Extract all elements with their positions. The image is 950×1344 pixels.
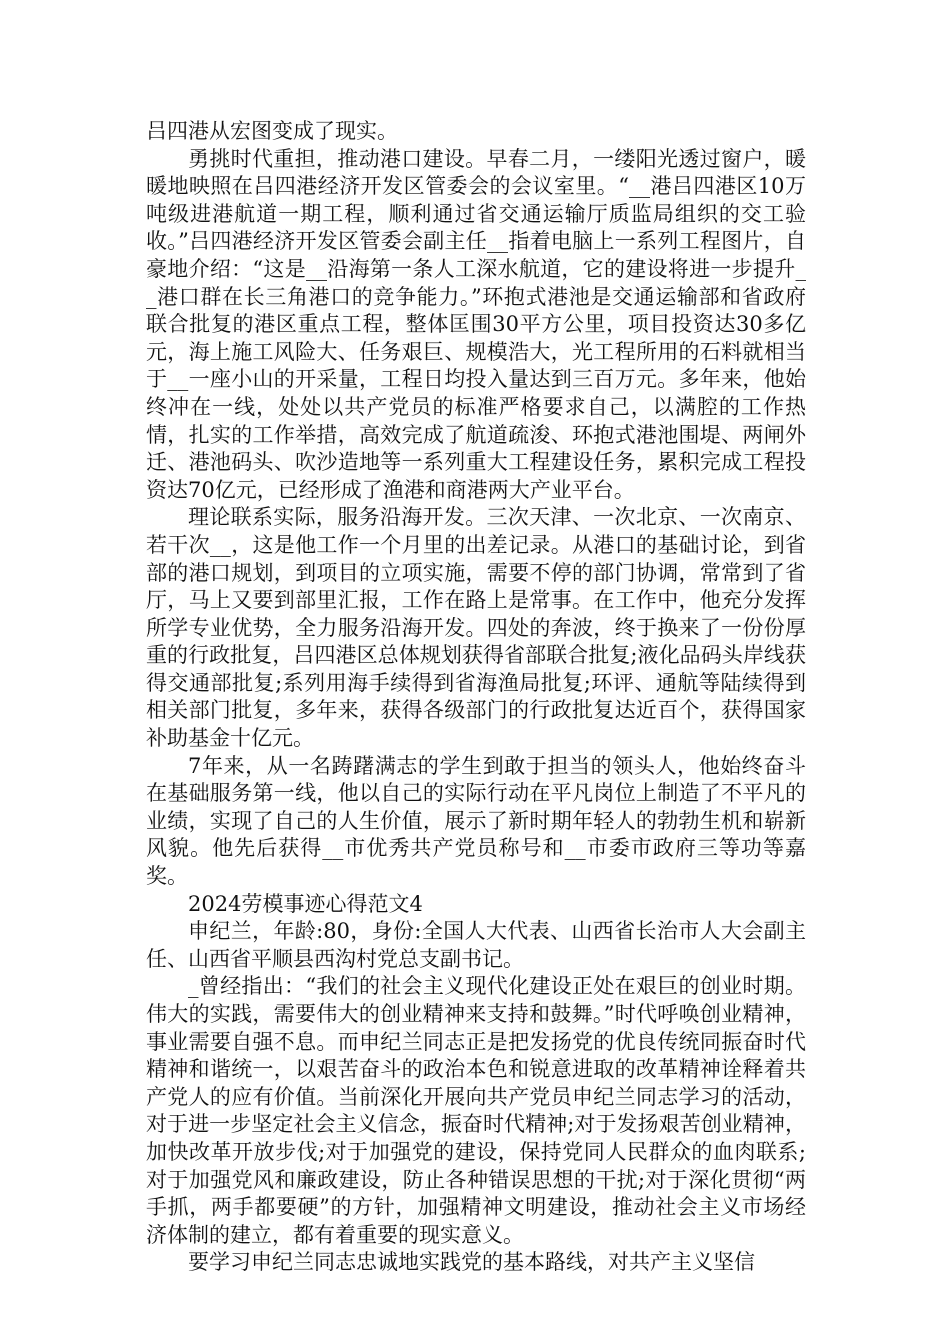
paragraph-seven-years: 7年来，从一名踌躇满志的学生到敢于担当的领头人，他始终奋斗在基础服务第一线，他以自己的实际行动在平凡岗位上制造了不平凡的业绩，实现了自己的人生价值，展示了新时期年轻人的勃勃生机和崭新风貌。他先后获得__市优秀共产党员称号和__市委市政府三等功等嘉奖。: [146, 753, 806, 889]
paragraph-profile: 申纪兰，年龄:80，身份:全国人大代表、山西省长治市人大会副主任、山西省平顺县西沟村党总支副书记。: [146, 919, 806, 971]
document-page: [146, 118, 806, 1277]
paragraph-continuation: 吕四港从宏图变成了现实。: [146, 119, 398, 143]
paragraph-learn: 要学习申纪兰同志忠诚地实践党的基本路线，对共产主义坚信: [188, 1250, 755, 1275]
paragraph-entrepreneurial-spirit: _曾经指出：“我们的社会主义现代化建设正处在艰巨的创业时期。伟大的实践，需要伟大的创业精神来支持和鼓舞。”时代呼唤创业精神，事业需要自强不息。而申纪兰同志正是把发扬党的优良传统同振奋时代精神和谐统一，以艰苦奋斗的政治本色和锐意进取的改革精神诠释着共产党人的应有价值。当前深化开展向共产党员申纪兰同志学习的活动，对于进一步坚定社会主义信念，振奋时代精神;对于发扬艰苦创业精神，加快改革开放步伐;对于加强党的建设，保持党同人民群众的血肉联系;对于加强党风和廉政建设，防止各种错误思想的干扰;对于深化贯彻“两手抓，两手都要硬”的方针，加强精神文明建设，推动社会主义市场经济体制的建立，都有着重要的现实意义。: [146, 974, 806, 1247]
paragraph-port-construction: 勇挑时代重担，推动港口建设。早春二月，一缕阳光透过窗户，暖暖地映照在吕四港经济开发区管委会的会议室里。“__港吕四港区10万吨级进港航道一期工程，顺利通过省交通运输厅质监局组织的交工验收。”吕四港经济开发区管委会副主任__指着电脑上一系列工程图片，自豪地介绍：“这是__沿海第一条人工深水航道，它的建设将进一步提升__港口群在长三角港口的竞争能力。”环抱式港池是交通运输部和省政府联合批复的港区重点工程，整体匡围30平方公里，项目投资达30多亿元，海上施工风险大、任务艰巨、规模浩大，光工程所用的石料就相当于__一座小山的开采量，工程日均投入量达到三百万元。多年来，他始终冲在一线，处处以共产党员的标准严格要求自己，以满腔的工作热情，扎实的工作举措，高效完成了航道疏浚、环抱式港池围堤、两闸外迁、港池码头、吹沙造地等一系列重大工程建设任务，累积完成工程投资达70亿元，已经形成了渔港和商港两大产业平台。: [146, 146, 806, 502]
section-heading: 2024劳模事迹心得范文4: [188, 891, 423, 916]
paragraph-coastal-development: 理论联系实际，服务沿海开发。三次天津、一次北京、一次南京、若干次__，这是他工作一个月里的出差记录。从港口的基础讨论，到省部的港口规划，到项目的立项实施，需要不停的部门协调，常常到了省厅，马上又要到部里汇报，工作在路上是常事。在工作中，他充分发挥所学专业优势，全力服务沿海开发。四处的奔波，终于换来了一份份厚重的行政批复，吕四港区总体规划获得省部联合批复;液化品码头岸线获得交通部批复;系列用海手续得到省海渔局批复;环评、通航等陆续得到相关部门批复，多年来，获得各级部门的行政批复达近百个，获得国家补助基金十亿元。: [146, 505, 806, 751]
